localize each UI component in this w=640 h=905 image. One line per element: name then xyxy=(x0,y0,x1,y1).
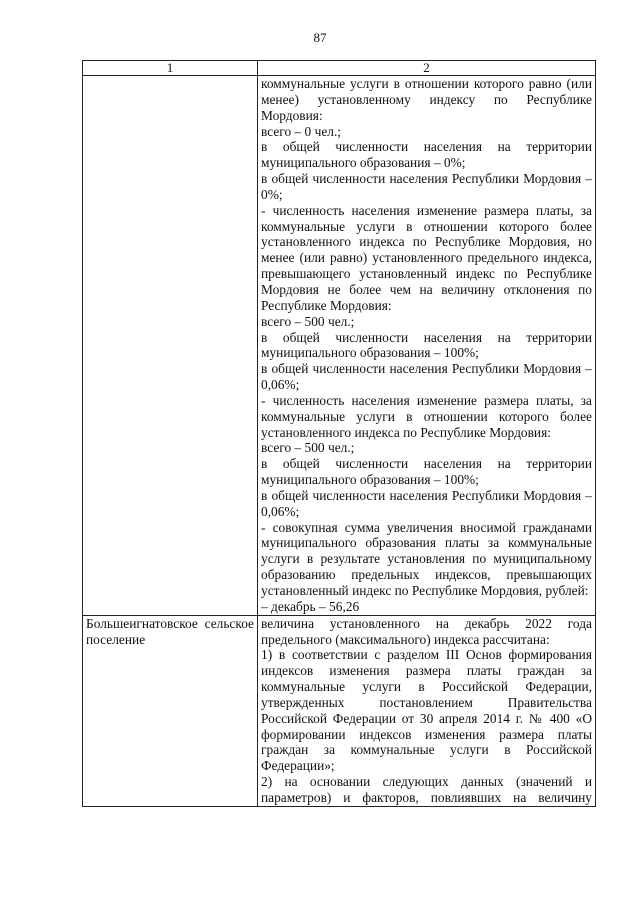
table-header-row xyxy=(83,61,596,76)
paragraph: величина установленного на декабрь 2022 года предельного (максимального) индекса рассчитана: xyxy=(261,615,592,647)
paragraph: в общей численности населения на территории муниципального образования – 0%; xyxy=(261,139,592,171)
row-1-col-1 xyxy=(83,76,258,616)
paragraph: всего – 500 чел.; xyxy=(261,440,355,456)
paragraph: - совокупная сумма увеличения вносимой гражданами муниципального образования платы за коммунальные услуги в результате установления по муниципальному образованию предельных индексов, превышающих установленный индекс по Республике Мордовия, рублей: xyxy=(261,519,592,598)
paragraph: всего – 0 чел.; xyxy=(261,123,342,139)
paragraph: в общей численности населения Республики Мордовия – 0%; xyxy=(261,171,592,202)
paragraph: - численность населения изменение размера платы, за коммунальные услуги в отношении которого более установленного индекса по Республике Мордовия, но менее (или равно) установленного предельного индекса, превышающего установленный индекс по Республике Мордовия не более чем на величину отклонения по Республике Мордовия: xyxy=(261,202,592,313)
paragraph: коммунальные услуги в отношении которого равно (или менее) установленному индексу по Республике Мордовия: xyxy=(261,76,592,123)
paragraph: в общей численности населения Республики Мордовия – 0,06%; xyxy=(261,361,592,393)
paragraph: всего – 500 чел.; xyxy=(261,313,355,329)
paragraph: – декабрь – 56,26 xyxy=(261,598,360,614)
paragraph: 2) на основании следующих данных (значений и параметров) и факторов, повлиявших на величину xyxy=(261,774,592,805)
paragraph: в общей численности населения на территории муниципального образования – 100%; xyxy=(261,456,592,488)
row-2-col-2 xyxy=(258,615,596,806)
paragraph: - численность населения изменение размера платы, за коммунальные услуги в отношении которого более установленного индекса по Республике Мордовия: xyxy=(261,392,592,440)
document-table xyxy=(82,60,596,807)
row-1-col-2 xyxy=(258,76,596,616)
table-row xyxy=(83,76,596,616)
column-header-1: 1 xyxy=(83,61,258,76)
row-2-col-1 xyxy=(83,615,258,806)
page-number: 87 xyxy=(313,30,327,45)
table-row xyxy=(83,615,596,806)
settlement-name: Большеигнатовское сельское поселение xyxy=(86,615,254,647)
column-header-2: 2 xyxy=(258,61,596,76)
paragraph: 1) в соответствии с разделом III Основ формирования индексов изменения размера платы граждан за коммунальные услуги в Российской Федерации, утвержденных постановлением Правительства Российской Федерации от 30 апреля 2014 г. № 400 «О формировании индексов изменения размера платы граждан за коммунальные услуги в Российской Федерации»; xyxy=(261,647,592,774)
paragraph: в общей численности населения на территории муниципального образования – 100%; xyxy=(261,329,592,361)
paragraph: в общей численности населения Республики Мордовия – 0,06%; xyxy=(261,487,592,519)
